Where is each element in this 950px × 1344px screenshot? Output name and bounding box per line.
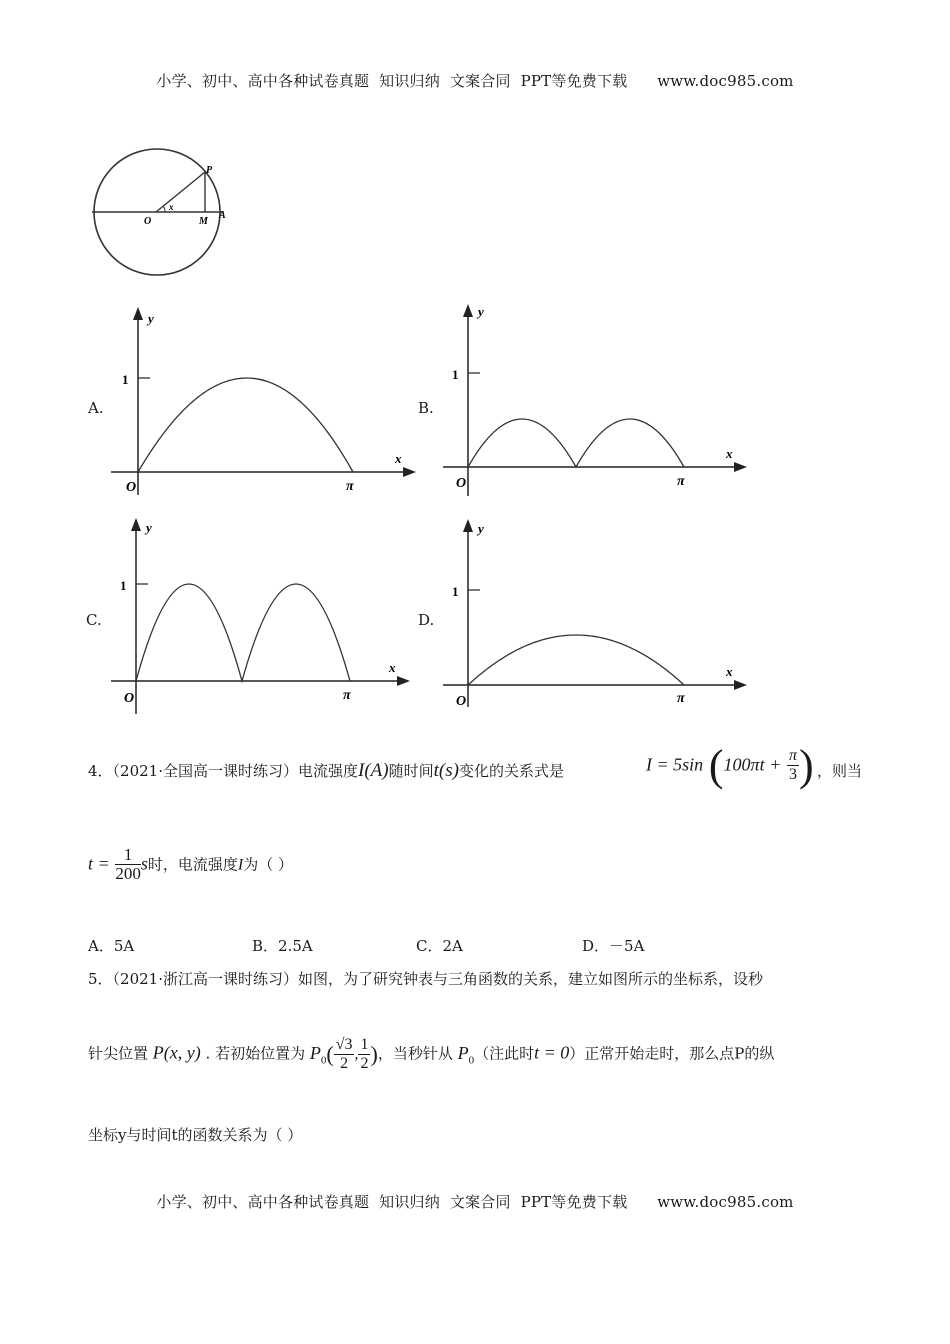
paren-close: ) <box>370 1041 378 1067</box>
point-p: P(x, y) <box>152 1042 201 1063</box>
label-m: M <box>199 216 208 227</box>
angle-arc <box>163 206 165 212</box>
p0-symbol <box>309 1042 327 1067</box>
label-a: A <box>219 210 226 221</box>
option-c-label: C. <box>86 611 102 629</box>
p0-letter: P <box>309 1042 321 1063</box>
graph-d <box>440 517 755 712</box>
origin-label: O <box>126 480 137 495</box>
y-arrow <box>131 518 141 531</box>
pi-label: π <box>677 691 685 706</box>
paren-left: ( <box>708 741 724 790</box>
x-label: x <box>726 446 733 461</box>
x-arrow <box>734 680 747 690</box>
q4-option-c: C．2A <box>416 937 463 955</box>
graph-c <box>108 512 423 717</box>
pi-label: π <box>677 474 685 489</box>
time-fraction <box>115 846 141 883</box>
x-arrow <box>403 467 416 477</box>
label-p: P <box>206 165 213 176</box>
q4-line2-end: 为（ ） <box>243 855 294 874</box>
page-footer: 小学、初中、高中各种试卷真题 知识归纳 文案合同 PPT等免费下载 www.doc985.com <box>156 1193 794 1211</box>
q4-suffix: ，则当 <box>817 762 863 780</box>
q5-line-3: 坐标y与时间t的函数关系为（ ） <box>88 1126 303 1144</box>
time-frac-num: 1 <box>115 846 141 865</box>
label-o: O <box>144 216 152 227</box>
y-arrow <box>133 307 143 320</box>
current-symbol-i: I <box>237 856 244 874</box>
option-b-label: B. <box>418 399 434 417</box>
frac-den: 3 <box>788 766 797 783</box>
p0-sub: 0 <box>320 1054 327 1067</box>
q5-line-1: 5．（2021·浙江高一课时练习）如图，为了研究钟表与三角函数的关系，建立如图所示的坐标系，设秒 <box>88 970 763 988</box>
den-2b: 2 <box>360 1055 369 1072</box>
x-arrow <box>397 676 410 686</box>
origin-label: O <box>124 691 135 706</box>
x-label: x <box>395 451 402 466</box>
option-a-label: A. <box>88 399 104 417</box>
curve-a <box>138 378 353 472</box>
q4-line2-text: 时，电流强度 <box>147 855 238 874</box>
p0-letter-2: P <box>457 1042 469 1063</box>
curve-c <box>136 584 350 681</box>
unit-circle-figure <box>85 148 245 283</box>
den-2a: 2 <box>340 1055 349 1072</box>
q4-mid1: 随时间 <box>388 762 434 780</box>
q4-option-a: A．5A <box>88 937 135 955</box>
frac-num: π <box>788 747 797 764</box>
x-label: x <box>726 664 733 679</box>
q4-time-symbol: t(s) <box>433 760 459 781</box>
graph-b <box>440 300 755 500</box>
q5-l2-d: （注此时 <box>474 1044 535 1063</box>
q4-option-d: D．－5A <box>582 937 645 955</box>
q4-option-b: B．2.5A <box>252 937 313 955</box>
y-label: y <box>478 521 484 536</box>
q4-current-symbol: I(A) <box>358 760 389 781</box>
option-d-label: D. <box>418 611 435 629</box>
pi-label: π <box>346 479 354 494</box>
paren-right: ) <box>798 741 814 790</box>
seconds-unit: s <box>140 853 148 874</box>
y-arrow <box>463 304 473 317</box>
tick-1: 1 <box>122 372 129 387</box>
sqrt3: √3 <box>335 1036 353 1053</box>
p0-symbol-2 <box>457 1042 475 1067</box>
label-x: x <box>169 202 174 212</box>
paren-open: ( <box>326 1041 334 1067</box>
q4-formula <box>646 740 814 791</box>
formula-inner: 100πt + <box>723 754 782 775</box>
y-arrow <box>463 519 473 532</box>
q5-l2-a: 针尖位置 <box>88 1044 149 1063</box>
time-frac-den: 200 <box>115 864 141 883</box>
y-label: y <box>146 520 152 535</box>
tick-1: 1 <box>120 578 127 593</box>
pi-label: π <box>343 688 351 703</box>
t-zero: t = 0 <box>534 1042 570 1063</box>
tick-1: 1 <box>452 584 459 599</box>
y-label: y <box>478 304 484 319</box>
origin-label: O <box>456 476 467 491</box>
q5-l2-c: ，当秒针从 <box>377 1044 453 1063</box>
comma: , <box>354 1045 359 1063</box>
x-arrow <box>734 462 747 472</box>
q5-line-2 <box>88 1036 774 1073</box>
formula-fraction <box>787 747 799 784</box>
coord-x-fraction <box>334 1036 355 1073</box>
p0-sub-2: 0 <box>468 1054 475 1067</box>
q4-line-1 <box>88 760 564 782</box>
tick-1: 1 <box>452 367 459 382</box>
x-label: x <box>389 660 396 675</box>
q4-line-2 <box>88 846 293 883</box>
q4-mid2: 变化的关系式是 <box>458 762 564 780</box>
origin-label: O <box>456 694 467 709</box>
curve-b <box>468 419 684 467</box>
one: 1 <box>360 1036 369 1053</box>
graph-a <box>108 305 423 500</box>
formula-left: I = 5sin <box>646 754 704 775</box>
q5-l2-e: ）正常开始走时，那么点P的纵 <box>569 1044 775 1063</box>
coord-y-fraction <box>358 1036 370 1073</box>
curve-d <box>468 635 684 685</box>
page-header: 小学、初中、高中各种试卷真题 知识归纳 文案合同 PPT等免费下载 www.doc985.com <box>156 72 794 90</box>
q4-prefix: 4．（2021·全国高一课时练习）电流强度 <box>88 762 358 780</box>
q5-l2-b: . 若初始位置为 <box>205 1044 306 1063</box>
t-eq: t = <box>88 853 110 874</box>
y-label: y <box>148 311 154 326</box>
